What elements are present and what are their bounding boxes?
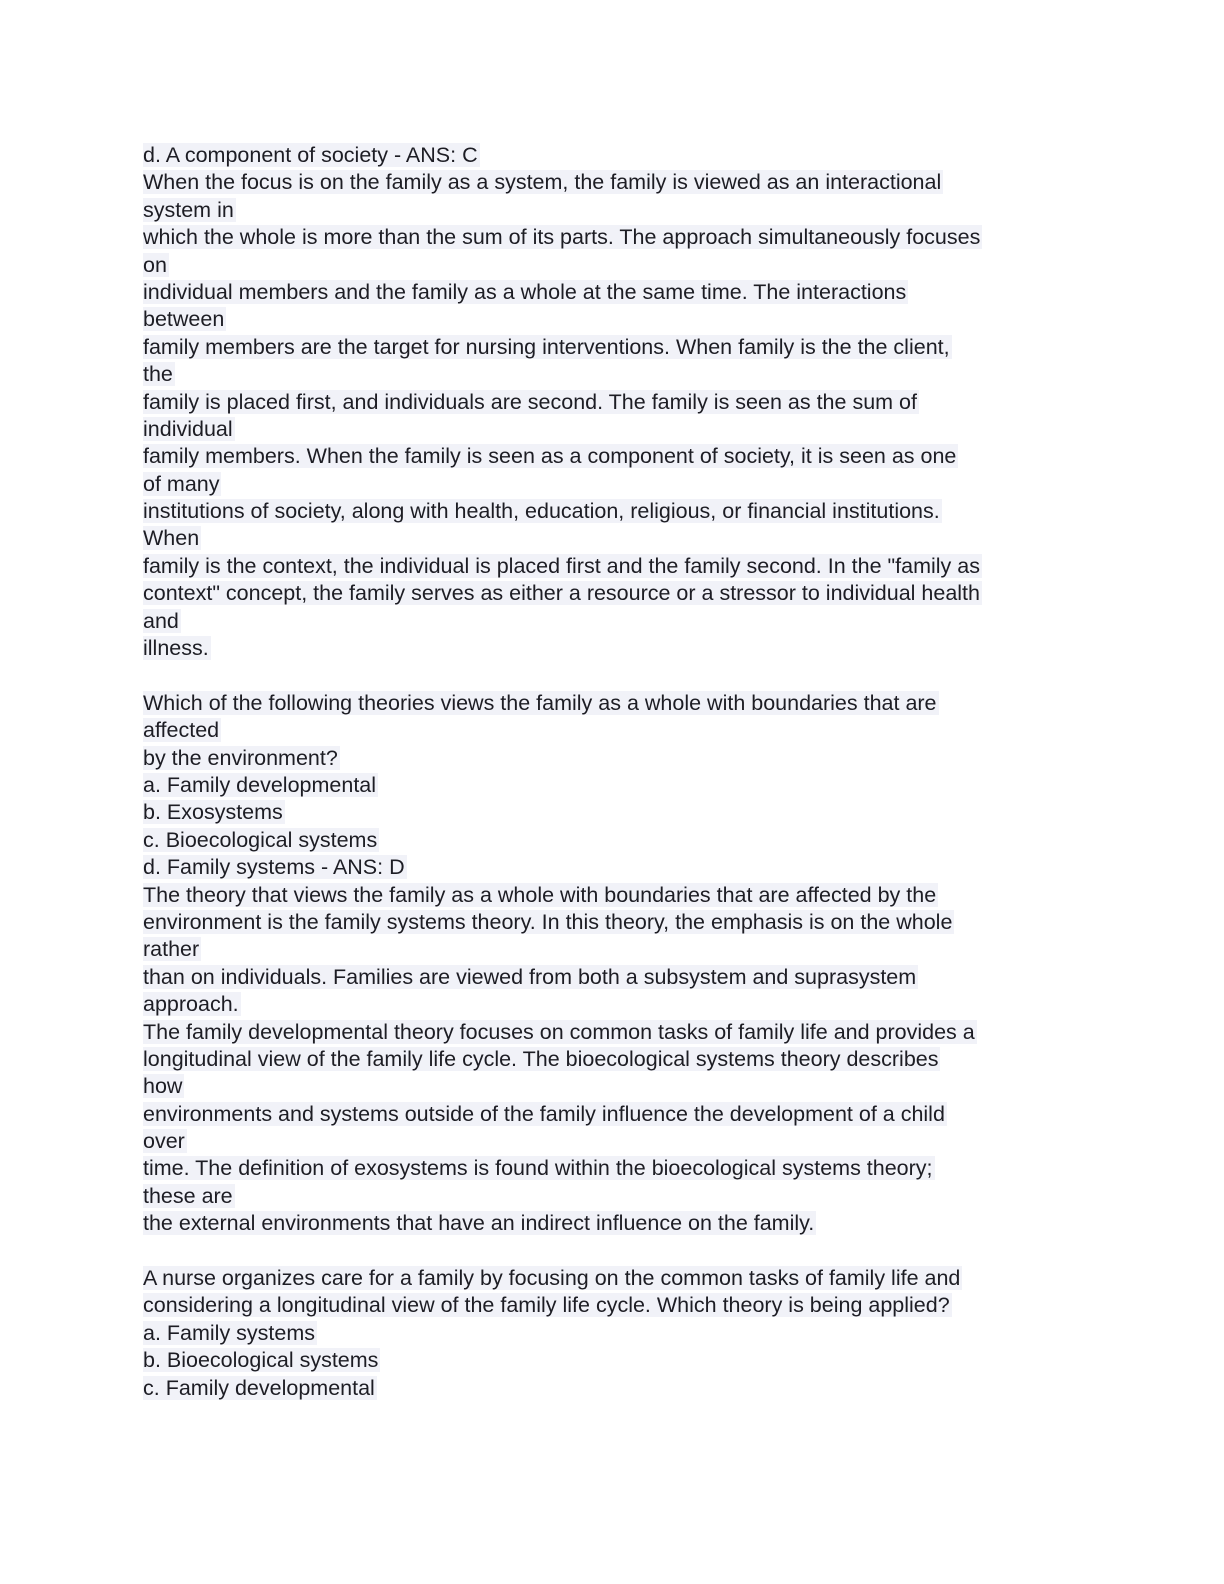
rationale-line: how [143,1074,183,1099]
option-a: a. Family systems [143,1320,316,1345]
text-line: family members are the target for nursing interventions. When family is the the client, [143,334,950,359]
paragraph-spacer [143,662,1083,689]
rationale-line: time. The definition of exosystems is found within the bioecological systems theory; [143,1156,933,1181]
option-d-answer: d. Family systems - ANS: D [143,855,405,880]
option-b: b. Exosystems [143,800,283,825]
question-line: A nurse organizes care for a family by focusing on the common tasks of family life and [143,1266,961,1291]
question-line: considering a longitudinal view of the family life cycle. Which theory is being applied? [143,1293,950,1318]
question-line: by the environment? [143,745,338,770]
paragraph-spacer [143,1238,1083,1265]
text-line: on [143,252,167,277]
page-content [143,142,1083,1402]
text-line: When [143,526,200,551]
option-c: c. Bioecological systems [143,827,378,852]
text-line: of many [143,471,220,496]
rationale-line: the external environments that have an indirect influence on the family. [143,1211,815,1236]
text-line: family is the context, the individual is placed first and the family second. In the "family as [143,553,980,578]
text-line: which the whole is more than the sum of its parts. The approach simultaneously focuses [143,225,981,250]
question-block-family-developmental [143,1265,1083,1402]
text-line: between [143,307,225,332]
text-line: When the focus is on the family as a system, the family is viewed as an interactional [143,170,942,195]
rationale-line: these are [143,1183,233,1208]
rationale-line: The family developmental theory focuses on common tasks of family life and provides a [143,1019,975,1044]
answer-rationale-block [143,142,1083,662]
rationale-line: longitudinal view of the family life cycle. The bioecological systems theory describes [143,1046,939,1071]
option-c: c. Family developmental [143,1375,375,1400]
rationale-line: approach. [143,992,239,1017]
text-line: context" concept, the family serves as either a resource or a stressor to individual health [143,581,980,606]
question-block-family-systems [143,690,1083,1238]
rationale-line: The theory that views the family as a whole with boundaries that are affected by the [143,882,937,907]
text-line: individual [143,416,233,441]
option-a: a. Family developmental [143,772,377,797]
text-line: d. A component of society - ANS: C [143,143,478,167]
option-b: b. Bioecological systems [143,1348,379,1373]
question-line: affected [143,718,220,743]
rationale-line: than on individuals. Families are viewed from both a subsystem and suprasystem [143,964,917,989]
text-line: and [143,608,179,633]
rationale-line: rather [143,937,200,962]
rationale-line: environments and systems outside of the family influence the development of a child [143,1101,945,1126]
rationale-line: environment is the family systems theory. In this theory, the emphasis is on the whole [143,909,953,934]
text-line: the [143,362,173,387]
text-line: institutions of society, along with health, education, religious, or financial institutions. [143,499,940,524]
text-line: system in [143,197,234,222]
question-line: Which of the following theories views the family as a whole with boundaries that are [143,690,937,715]
text-line: family members. When the family is seen as a component of society, it is seen as one [143,444,957,469]
text-line: individual members and the family as a whole at the same time. The interactions [143,279,907,304]
text-line: illness. [143,636,209,661]
rationale-line: over [143,1129,185,1154]
text-line: family is placed first, and individuals are second. The family is seen as the sum of [143,389,917,414]
